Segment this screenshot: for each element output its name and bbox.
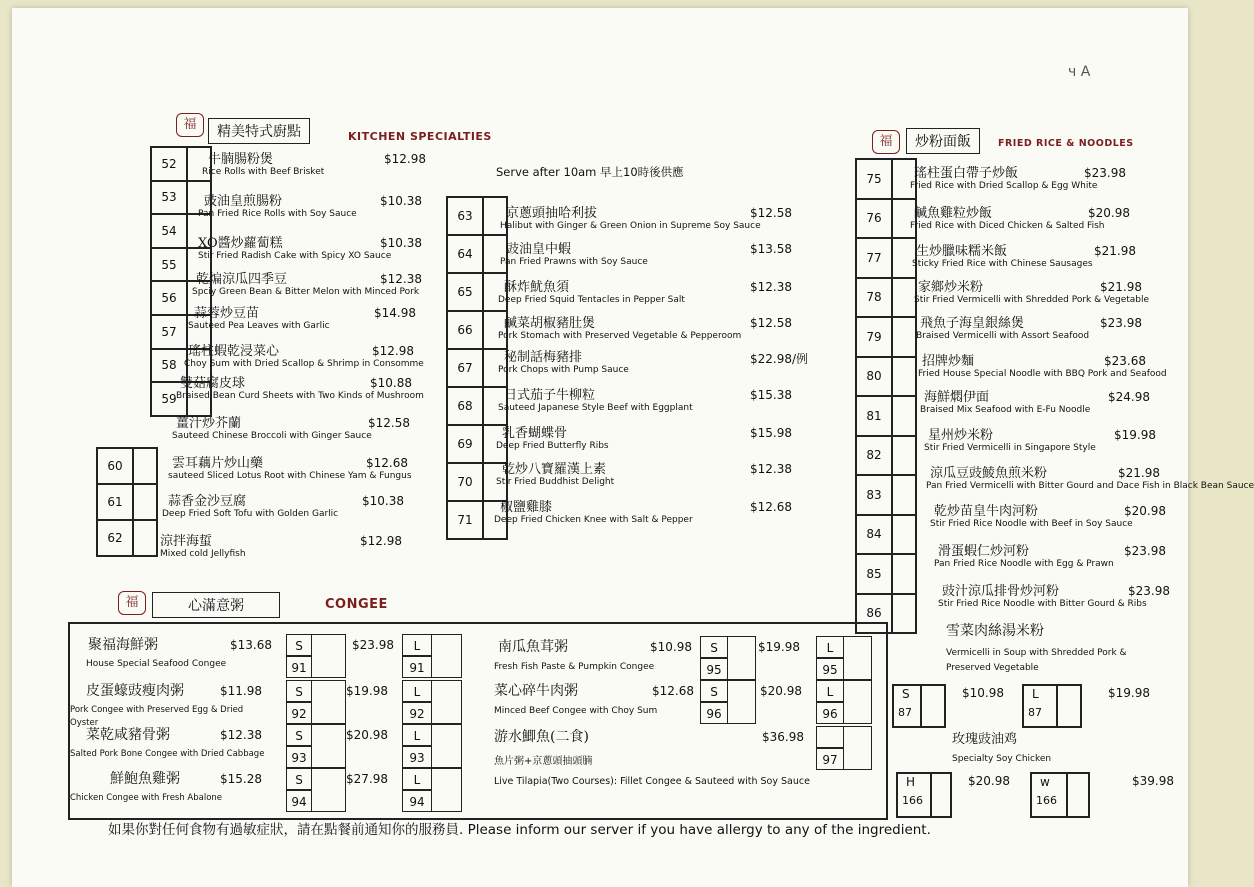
item-price: $24.98 [1108,390,1150,404]
item-name-zh: 乾炒八寶羅漢上素 [502,462,607,477]
serve-note: Serve after 10am 早上10時後供應 [496,165,684,179]
congee-small-number: 95 [700,658,728,680]
item-name-en: Pan Fried Rice Noodle with Egg & Prawn [934,559,1114,569]
congee-name-zh: 皮蛋蠔豉瘦肉粥 [86,683,184,699]
congee-blank-cell [844,636,872,680]
item-name-zh: 生炒臘味糯米飯 [916,244,1008,259]
item-price: $23.98 [1100,316,1142,330]
congee-small-number: 96 [700,702,728,724]
item-name-en: Deep Fried Squid Tentacles in Pepper Salt [498,295,685,305]
blank-cell [892,357,916,397]
item-name-en: Fried House Special Noodle with BBQ Pork and Seafood [918,369,1167,379]
item-name-zh: 雲耳藕片炒山藥 [172,456,264,471]
congee-small-label: S [286,680,312,702]
congee-name-en: Salted Pork Bone Congee with Dried Cabbage [70,749,265,759]
item-price: $21.98 [1094,244,1136,258]
item-number: 65 [447,273,483,311]
item-price: $23.98 [1124,544,1166,558]
item-number: 66 [447,311,483,349]
item-name-zh: 豉油皇中蝦 [506,242,572,257]
item-number: 60 [97,448,133,484]
number-row [856,357,916,397]
congee-large-label: L [402,680,432,702]
item-price: $12.58 [368,416,410,430]
congee-blank-cell [432,768,462,812]
tilapia-sub-zh: 魚片粥+京蔥頭抽頭腩 [494,756,593,767]
congee-blank-cell [432,634,462,678]
item-number: 86 [856,594,892,634]
congee-large-number: 96 [816,702,844,724]
congee-blank-cell [432,724,462,768]
item-number: 53 [151,181,187,215]
item-number: 67 [447,349,483,387]
number-row [856,475,916,515]
item-number: 69 [447,425,483,463]
soup-name-zh: 雪菜肉絲湯米粉 [946,623,1044,639]
blank-cell [892,396,916,436]
item-name-zh: 京蔥頭抽哈利拔 [506,206,598,221]
item-number: 71 [447,501,483,539]
item-price: $10.38 [380,194,422,208]
item-number: 79 [856,317,892,357]
congee-large-number: 93 [402,746,432,768]
item-price: $12.58 [750,316,792,330]
soup-large-box-number: 87 [1028,706,1042,719]
item-price: $22.98/例 [750,352,809,366]
number-row [856,317,916,357]
congee-name-zh: 聚福海鮮粥 [88,637,158,653]
kitchen-specialties-title: KITCHEN SPECIALTIES [348,130,492,143]
congee-small-number: 93 [286,746,312,768]
congee-small-number: 91 [286,656,312,678]
item-number: 68 [447,387,483,425]
congee-name-zh: 鮮鮑魚雞粥 [110,771,180,787]
soup-large-blank [1054,684,1082,728]
item-price: $23.68 [1104,354,1146,368]
item-number: 81 [856,396,892,436]
item-price: $20.98 [1088,206,1130,220]
item-name-en: Stir Fried Rice Noodle with Beef in Soy Sauce [930,519,1133,529]
number-row [447,273,507,311]
item-name-en: Stir Fried Vermicelli with Shredded Pork & Vegetable [914,295,1150,305]
item-name-en: Pan Fried Rice Rolls with Soy Sauce [198,209,357,219]
item-price: $12.58 [750,206,792,220]
item-name-zh: 鹹魚雞粒炒飯 [914,206,993,221]
number-row [97,448,157,484]
item-name-en: sauteed Sliced Lotus Root with Chinese Yam & Fungus [168,471,412,481]
item-price: $13.58 [750,242,792,256]
item-name-zh: 豉汁涼瓜排骨炒河粉 [942,584,1060,599]
soup-small-blank [918,684,946,728]
number-row [856,199,916,239]
item-number: 56 [151,281,187,315]
item-name-en: Pork Chops with Pump Sauce [498,365,629,375]
item-name-en: Stir Fried Radish Cake with Spicy XO Sauce [198,251,392,261]
item-number: 55 [151,248,187,282]
blank-cell [892,594,916,634]
item-name-zh: 蒜香金沙豆腐 [168,494,247,509]
number-row [856,238,916,278]
item-name-zh: 星州炒米粉 [928,428,994,443]
congee-large-number: 91 [402,656,432,678]
item-name-en: Deep Fried Soft Tofu with Golden Garlic [162,509,339,519]
congee-large-price: $19.98 [346,684,388,698]
congee-large-number: 95 [816,658,844,680]
item-name-zh: 家鄉炒米粉 [918,280,984,295]
congee-large-price: $20.98 [346,728,388,742]
item-price: $12.68 [750,500,792,514]
item-name-en: Fried Rice with Dried Scallop & Egg White [910,181,1098,191]
item-name-zh: 涼拌海蜇 [160,534,213,549]
number-row [97,520,157,556]
tilapia-blank [816,726,844,748]
item-price: $12.38 [380,272,422,286]
congee-large-label: L [402,768,432,790]
item-price: $15.98 [750,426,792,440]
number-row [856,396,916,436]
item-price: $12.98 [360,534,402,548]
congee-small-price: $12.38 [220,728,262,742]
tilapia-name-zh: 游水鯽魚(二食) [494,729,589,745]
logo-icon: 福 [176,113,204,137]
congee-large-label: L [402,724,432,746]
blank-cell [133,448,157,484]
item-name-en: Halibut with Ginger & Green Onion in Supreme Soy Sauce [500,221,761,231]
item-name-zh: XO醬炒蘿蔔糕 [198,236,283,251]
tilapia-name-en: Live Tilapia(Two Courses): Fillet Congee & Sauteed with Soy Sauce [494,776,810,787]
item-price: $10.38 [362,494,404,508]
item-name-en: Rice Rolls with Beef Brisket [202,167,325,177]
number-row [97,484,157,520]
item-number: 84 [856,515,892,555]
number-row [447,311,507,349]
item-price: $23.98 [1084,166,1126,180]
item-price: $23.98 [1128,584,1170,598]
congee-name-en: House Special Seafood Congee [86,659,227,669]
item-name-en: Stir Fried Vermicelli in Singapore Style [924,443,1096,453]
item-price: $21.98 [1118,466,1160,480]
congee-blank-cell [312,634,346,678]
item-name-en: Sauteed Chinese Broccoli with Ginger Sauce [172,431,372,441]
item-number: 59 [151,382,187,416]
congee-large-label: L [402,634,432,656]
number-row [856,515,916,555]
congee-blank-cell [844,726,872,770]
blank-cell [892,554,916,594]
congee-name-zh: 菜心碎牛肉粥 [494,683,578,699]
item-number: 57 [151,315,187,349]
item-name-en: Braised Bean Curd Sheets with Two Kinds of Mushroom [176,391,424,401]
item-price: $20.98 [1124,504,1166,518]
item-name-zh: 日式茄子牛柳粒 [504,388,596,403]
soup-large-box-label: L [1032,687,1039,701]
item-price: $21.98 [1100,280,1142,294]
item-number: 64 [447,235,483,273]
congee-large-price: $19.98 [758,640,800,654]
congee-name-en: Fresh Fish Paste & Pumpkin Congee [494,662,655,672]
item-name-zh: 招牌炒麵 [922,354,975,369]
item-name-zh: 酥炸魷魚須 [504,280,570,295]
item-name-en: Braised Mix Seafood with E-Fu Noodle [920,405,1091,415]
blank-cell [892,238,916,278]
congee-blank-cell [432,680,462,724]
item-name-zh: 滑蛋蝦仁炒河粉 [938,544,1030,559]
fried-number-table [855,158,917,634]
number-row [856,554,916,594]
congee-small-price: $15.28 [220,772,262,786]
chicken-name-en: Specialty Soy Chicken [952,754,1052,764]
chicken-whole-price: $39.98 [1132,774,1174,788]
congee-name-en: Chicken Congee with Fresh Abalone [70,793,223,803]
tilapia-price: $36.98 [762,730,804,744]
item-name-zh: 牛腩腸粉煲 [208,152,274,167]
congee-small-number: 94 [286,790,312,812]
item-number: 83 [856,475,892,515]
item-number: 61 [97,484,133,520]
chicken-half-blank [928,772,952,818]
item-number: 82 [856,436,892,476]
item-name-en: Deep Fried Butterfly Ribs [496,441,609,451]
kitchen-specialties-zh-title: 精美特式廚點 [208,118,310,144]
kitchen-number-table-lower [96,447,158,557]
item-name-zh: 乾炒苗皇牛肉河粉 [934,504,1039,519]
congee-small-label: S [286,768,312,790]
item-number: 75 [856,159,892,199]
congee-title: CONGEE [325,597,388,612]
item-price: $10.38 [380,236,422,250]
item-name-zh: 椒鹽雞膝 [500,500,553,515]
fried-rice-title: FRIED RICE & NOODLES [998,138,1134,149]
item-name-en: Fried Rice with Diced Chicken & Salted Fish [910,221,1105,231]
item-price: $14.98 [374,306,416,320]
item-price: $10.88 [370,376,412,390]
congee-name-en: Pork Congee with Preserved Egg & Dried Oyster [70,705,244,728]
item-price: $12.68 [366,456,408,470]
item-name-zh: 雙菇腐皮球 [180,376,246,391]
congee-blank-cell [844,680,872,724]
congee-large-price: $23.98 [352,638,394,652]
item-name-en: Stir Fried Buddhist Delight [496,477,615,487]
congee-zh-title: 心滿意粥 [152,592,280,618]
number-row [856,159,916,199]
item-number: 54 [151,214,187,248]
item-number: 52 [151,147,187,181]
item-name-en: Pan Fried Prawns with Soy Sauce [500,257,648,267]
soup-large-price: $19.98 [1108,686,1150,700]
logo-icon: 福 [118,591,146,615]
item-name-zh: 薑汁炒芥蘭 [176,416,242,431]
soup-name-en: Vermicelli in Soup with Shredded Pork & Preserved Vegetable [946,648,1127,673]
item-name-en: Braised Vermicelli with Assort Seafood [916,331,1090,341]
number-row [447,197,507,235]
blank-cell [892,436,916,476]
number-row [447,235,507,273]
logo-icon: 福 [872,130,900,154]
congee-large-label: L [816,680,844,702]
item-name-en: Sauteed Japanese Style Beef with Eggplant [498,403,693,413]
item-price: $12.98 [384,152,426,166]
fried-rice-zh-title: 炒粉面飯 [906,128,980,154]
congee-blank-cell [312,724,346,768]
congee-small-price: $12.68 [652,684,694,698]
congee-small-price: $10.98 [650,640,692,654]
item-price: $12.38 [750,462,792,476]
congee-small-price: $13.68 [230,638,272,652]
soup-small-box-number: 87 [898,706,912,719]
item-name-en: Sticky Fried Rice with Chinese Sausages [912,259,1093,269]
item-number: 58 [151,349,187,383]
item-name-zh: 海鮮燜伊面 [924,390,990,405]
item-number: 76 [856,199,892,239]
congee-blank-cell [312,768,346,812]
item-name-en: Pan Fried Vermicelli with Bitter Gourd and Dace Fish in Black Bean Sauce [926,481,1254,491]
item-name-en: Sauteed Pea Leaves with Garlic [188,321,330,331]
blank-cell [892,159,916,199]
item-name-zh: 鹹菜胡椒豬肚煲 [504,316,596,331]
item-number: 63 [447,197,483,235]
congee-small-number: 92 [286,702,312,724]
item-name-en: Stir Fried Rice Noodle with Bitter Gourd & Ribs [938,599,1147,609]
chicken-whole-blank [1064,772,1090,818]
item-number: 85 [856,554,892,594]
blank-cell [483,235,507,273]
congee-large-number: 94 [402,790,432,812]
congee-large-number: 92 [402,702,432,724]
congee-small-price: $11.98 [220,684,262,698]
chicken-whole-box-number: 166 [1036,794,1057,807]
item-name-en: Pork Stomach with Preserved Vegetable & Pepperoom [498,331,742,341]
chicken-half-box-label: H [906,775,916,789]
congee-small-label: S [286,724,312,746]
item-name-zh: 涼瓜豆豉鯪魚煎米粉 [930,466,1048,481]
soup-small-price: $10.98 [962,686,1004,700]
item-number: 62 [97,520,133,556]
congee-name-en: Minced Beef Congee with Choy Sum [494,706,658,716]
item-name-zh: 瑤柱蛋白帶子炒飯 [914,166,1019,181]
congee-large-label: L [816,636,844,658]
item-number: 70 [447,463,483,501]
blank-cell [892,278,916,318]
item-name-zh: 乳香蝴蝶骨 [502,426,568,441]
blank-cell [133,484,157,520]
blank-cell [133,520,157,556]
item-price: $19.98 [1114,428,1156,442]
item-name-zh: 蒜蓉炒豆苗 [194,306,260,321]
chicken-half-box-number: 166 [902,794,923,807]
congee-small-label: S [700,636,728,658]
chicken-name-zh: 玫瑰豉油鸡 [952,732,1018,747]
tilapia-number: 97 [816,748,844,770]
congee-name-zh: 菜乾咸豬骨粥 [86,727,170,743]
congee-name-zh: 南瓜魚茸粥 [498,639,568,655]
item-name-zh: 秘制話梅豬排 [504,350,583,365]
item-number: 80 [856,357,892,397]
congee-large-price: $20.98 [760,684,802,698]
item-number: 78 [856,278,892,318]
congee-small-label: S [700,680,728,702]
item-name-en: Choy Sum with Dried Scallop & Shrimp in Consomme [184,359,424,369]
chicken-half-price: $20.98 [968,774,1010,788]
item-price: $12.98 [372,344,414,358]
item-name-zh: 瑤柱蝦乾浸菜心 [188,344,280,359]
number-row [856,278,916,318]
item-name-en: Spciy Green Bean & Bitter Melon with Minced Pork [192,287,420,297]
item-name-zh: 乾煸涼瓜四季豆 [196,272,288,287]
congee-small-label: S [286,634,312,656]
handwritten-note: ч A [1068,64,1091,80]
item-name-en: Deep Fried Chicken Knee with Salt & Pepper [494,515,693,525]
congee-blank-cell [728,680,756,724]
item-name-zh: 飛魚子海皇銀絲煲 [920,316,1025,331]
item-number: 77 [856,238,892,278]
allergy-notice: 如果你對任何食物有過敏症狀，請在點餐前通知你的服務員. Please inform our server if you have allergy to any of the ingredient. [108,822,931,838]
item-name-en: Mixed cold Jellyfish [160,549,246,559]
blank-cell [892,515,916,555]
item-price: $12.38 [750,280,792,294]
chicken-whole-box-label: w [1040,775,1050,789]
soup-small-box-label: S [902,687,910,701]
item-price: $15.38 [750,388,792,402]
number-row [856,436,916,476]
item-name-zh: 豉油皇煎腸粉 [204,194,283,209]
congee-large-price: $27.98 [346,772,388,786]
congee-blank-cell [312,680,346,724]
blank-cell [892,475,916,515]
congee-blank-cell [728,636,756,680]
blank-cell [892,317,916,357]
blank-cell [892,199,916,239]
